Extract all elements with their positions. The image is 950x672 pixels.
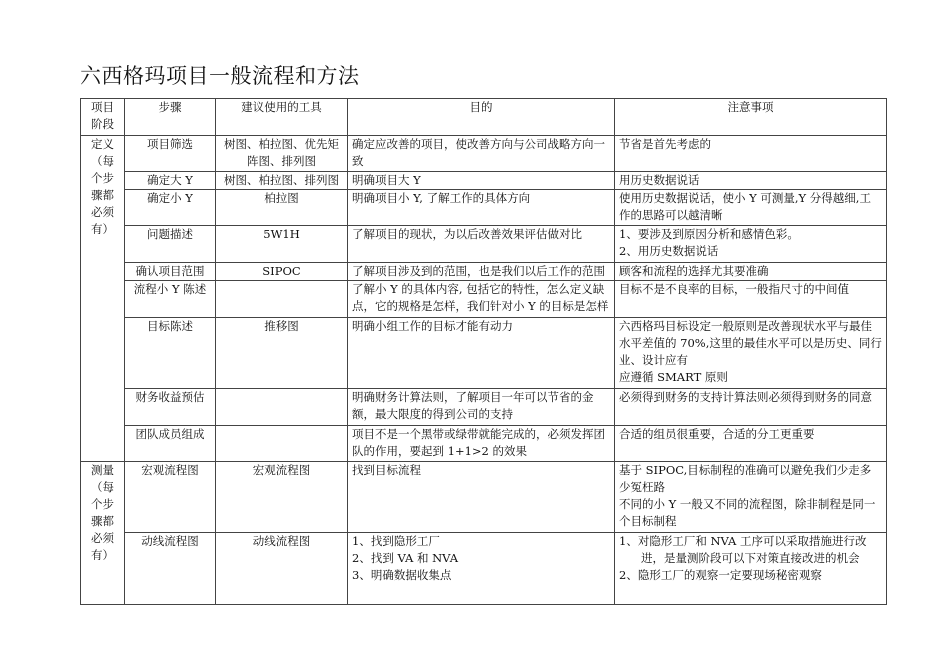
step-cell: 确定小 Y (125, 190, 216, 226)
purpose-cell: 项目不是一个黑带或绿带就能完成的，必须发挥团队的作用，要起到 1+1>2 的效果 (348, 426, 615, 462)
header-purpose: 目的 (348, 99, 615, 136)
notes-cell: 六西格玛目标设定一般原则是改善现状水平与最佳水平差值的 70%,这里的最佳水平可以是历史、同行业、设计应有 应遵循 SMART 原则 (615, 318, 887, 389)
tools-cell: 动线流程图 (216, 533, 348, 605)
tools-cell (216, 426, 348, 462)
step-cell: 问题描述 (125, 226, 216, 263)
tools-cell: 树图、柏拉图、排列图 (216, 172, 348, 190)
notes-cell: 顾客和流程的选择尤其要准确 (615, 263, 887, 281)
tools-cell (216, 281, 348, 318)
step-cell: 确认项目范围 (125, 263, 216, 281)
tools-cell: 树图、柏拉图、优先矩阵图、排列图 (216, 136, 348, 172)
step-cell: 确定大 Y (125, 172, 216, 190)
page-title: 六西格玛项目一般流程和方法 (80, 64, 360, 88)
step-cell: 动线流程图 (125, 533, 216, 605)
table-row (81, 533, 887, 605)
tools-cell: SIPOC (216, 263, 348, 281)
table-row (81, 389, 887, 426)
stage-measure: 测量 （每 个步 骤都 必须 有） (81, 462, 125, 605)
tools-cell: 柏拉图 (216, 190, 348, 226)
tools-cell (216, 389, 348, 426)
step-cell: 财务收益预估 (125, 389, 216, 426)
step-cell: 项目筛选 (125, 136, 216, 172)
purpose-cell: 确定应改善的项目，使改善方向与公司战略方向一致 (348, 136, 615, 172)
purpose-cell: 明确项目大 Y (348, 172, 615, 190)
notes-cell: 必须得到财务的支持计算法则必须得到财务的同意 (615, 389, 887, 426)
table-row (81, 318, 887, 389)
header-notes: 注意事项 (615, 99, 887, 136)
table-row (81, 426, 887, 462)
header-stage: 项目 阶段 (81, 99, 125, 136)
notes-cell: 使用历史数据说话，使小 Y 可测量,Y 分得越细,工作的思路可以越清晰 (615, 190, 887, 226)
purpose-cell: 找到目标流程 (348, 462, 615, 533)
purpose-cell: 明确小组工作的目标才能有动力 (348, 318, 615, 389)
purpose-cell: 了解项目涉及到的范围，也是我们以后工作的范围 (348, 263, 615, 281)
step-cell: 流程小 Y 陈述 (125, 281, 216, 318)
table-row (81, 190, 887, 226)
table-row (81, 462, 887, 533)
purpose-cell: 了解小 Y 的具体内容, 包括它的特性，怎么定义缺点，它的规格是怎样，我们针对小 Y 的目标是怎样 (348, 281, 615, 318)
notes-cell: 1、要涉及到原因分析和感情色彩。 2、用历史数据说话 (615, 226, 887, 263)
table-row (81, 172, 887, 190)
step-cell: 宏观流程图 (125, 462, 216, 533)
process-table (80, 98, 887, 605)
notes-cell: 目标不是不良率的目标，一般指尺寸的中间值 (615, 281, 887, 318)
table-row (81, 263, 887, 281)
table-row (81, 281, 887, 318)
tools-cell: 宏观流程图 (216, 462, 348, 533)
header-row (81, 99, 887, 136)
purpose-cell: 了解项目的现状，为以后改善效果评估做对比 (348, 226, 615, 263)
purpose-cell: 明确项目小 Y, 了解工作的具体方向 (348, 190, 615, 226)
stage-define: 定义 （每 个步 骤都 必须 有） (81, 136, 125, 462)
table-row (81, 136, 887, 172)
notes-cell: 用历史数据说话 (615, 172, 887, 190)
notes-cell: 1、对隐形工厂和 NVA 工序可以采取措施进行改进，是量测阶段可以下对策直接改进的机会 2、隐形工厂的观察一定要现场秘密观察 (615, 533, 887, 605)
purpose-cell: 明确财务计算法则，了解项目一年可以节省的金额，最大限度的得到公司的支持 (348, 389, 615, 426)
notes-cell: 节省是首先考虑的 (615, 136, 887, 172)
notes-cell: 合适的组员很重要，合适的分工更重要 (615, 426, 887, 462)
step-cell: 团队成员组成 (125, 426, 216, 462)
header-step: 步骤 (125, 99, 216, 136)
step-cell: 目标陈述 (125, 318, 216, 389)
purpose-cell: 1、找到隐形工厂 2、找到 VA 和 NVA 3、明确数据收集点 (348, 533, 615, 605)
tools-cell: 推移图 (216, 318, 348, 389)
tools-cell: 5W1H (216, 226, 348, 263)
table-row (81, 226, 887, 263)
notes-cell: 基于 SIPOC,目标制程的准确可以避免我们少走多少冤枉路 不同的小 Y 一般又不同的流程图，除非制程是同一个目标制程 (615, 462, 887, 533)
header-tools: 建议使用的工具 (216, 99, 348, 136)
